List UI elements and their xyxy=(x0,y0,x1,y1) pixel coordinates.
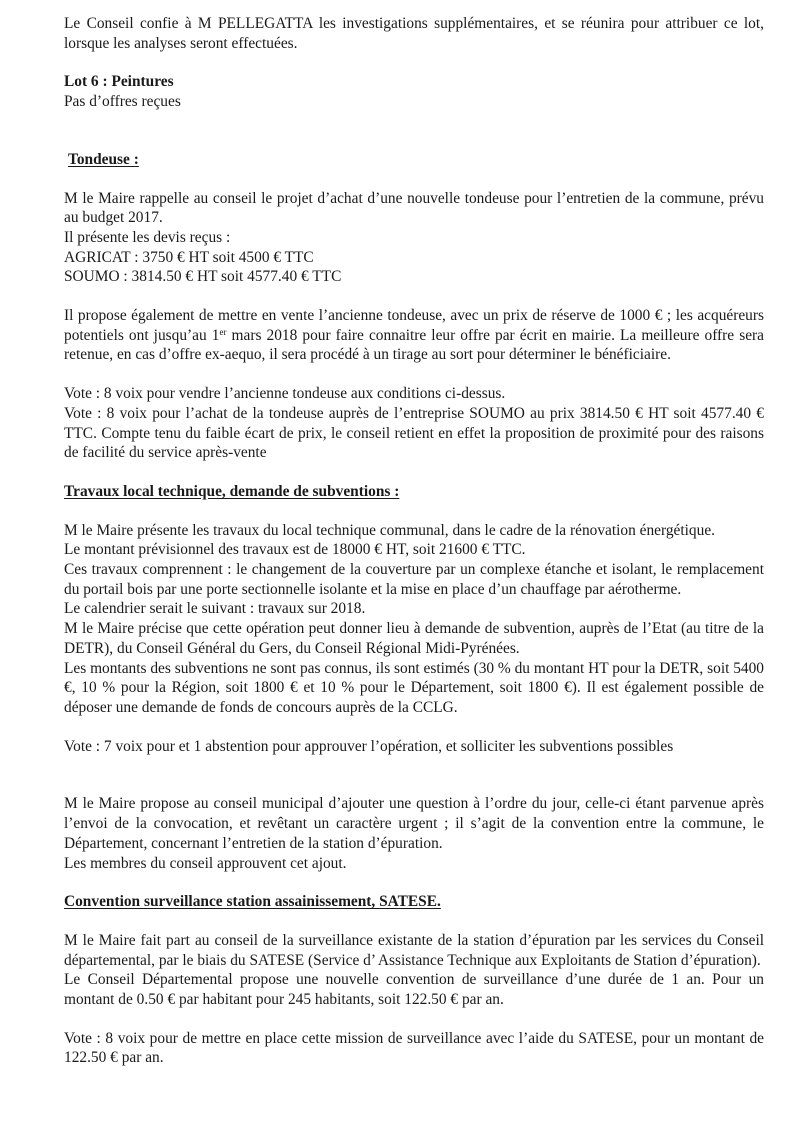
travaux-paragraph-5: M le Maire précise que cette opération peut donner lieu à demande de subvention, auprès de l’Etat (au titre de la DETR), du Conseil Général du Gers, du Conseil Régional Midi-Pyrénées. xyxy=(64,620,764,657)
spacer xyxy=(64,170,764,189)
tondeuse-quote-soumo: SOUMO : 3814.50 € HT soit 4577.40 € TTC xyxy=(64,268,342,286)
lot6-title: Lot 6 : Peintures xyxy=(64,73,174,91)
tondeuse-quote-agricat: AGRICAT : 3750 € HT soit 4500 € TTC xyxy=(64,248,314,266)
spacer xyxy=(64,53,764,72)
tondeuse-paragraph-3 xyxy=(64,306,764,365)
ajout-paragraph-2: Les membres du conseil approuvent cet ajout. xyxy=(64,854,347,872)
spacer xyxy=(64,756,764,794)
spacer xyxy=(64,912,764,931)
spacer xyxy=(64,287,764,306)
spacer xyxy=(64,502,764,521)
tondeuse-heading: Tondeuse : xyxy=(68,150,139,168)
convention-heading: Convention surveillance station assainissement, SATESE. xyxy=(64,893,441,911)
tondeuse-p3-after: mars 2018 pour faire connaitre leur offre par écrit en mairie. La meilleure offre sera retenue, en cas d’offre ex-aequo, il sera procédé à un tirage au sort pour déterminer le bénéficiaire. xyxy=(64,326,764,364)
travaux-heading: Travaux local technique, demande de subventions : xyxy=(64,482,400,500)
travaux-vote: Vote : 7 voix pour et 1 abstention pour approuver l’opération, et solliciter les subventions possibles xyxy=(64,737,674,755)
ajout-paragraph-1: M le Maire propose au conseil municipal d’ajouter une question à l’ordre du jour, celle-ci étant parvenue après l’envoi de la convocation, et revêtant un caractère urgent ; il s’agit de la convention entre la commune, le Département, concernant l’entretien de la station d’épuration. xyxy=(64,795,764,852)
convention-paragraph-2: Le Conseil Départemental propose une nouvelle convention de surveillance d’une durée de 1 an. Pour un montant de 0.50 € par habitant pour 245 habitants, soit 122.50 € par an. xyxy=(64,971,764,1009)
spacer xyxy=(64,718,764,737)
lot6-text: Pas d’offres reçues xyxy=(64,93,181,111)
tondeuse-vote-1: Vote : 8 voix pour vendre l’ancienne tondeuse aux conditions ci-dessus. xyxy=(64,385,506,403)
spacer xyxy=(64,873,764,892)
spacer xyxy=(64,112,764,150)
travaux-paragraph-2: Le montant prévisionnel des travaux est de 18000 € HT, soit 21600 € TTC. xyxy=(64,541,526,559)
intro-paragraph: Le Conseil confie à M PELLEGATTA les investigations supplémentaires, et se réunira pour attribuer ce lot, lorsque les analyses seront effectuées. xyxy=(64,15,764,52)
travaux-paragraph-1: M le Maire présente les travaux du local technique communal, dans le cadre de la rénovation énergétique. xyxy=(64,521,715,539)
document-page xyxy=(64,14,764,1068)
tondeuse-paragraph-2: Il présente les devis reçus : xyxy=(64,228,231,246)
tondeuse-p3-sup: er xyxy=(219,326,227,337)
tondeuse-p3-before: Il propose également de mettre en vente l’ancienne tondeuse, avec un prix de réserve de 1000 € ; les acquéreurs potentiels ont jusqu’au 1 xyxy=(64,307,764,344)
travaux-paragraph-3: Ces travaux comprennent : le changement de la couverture par un complexe étanche et isolant, le remplacement du portail bois par une porte sectionnelle isolante et la mise en place d’un chauffage par aérotherme. xyxy=(64,561,764,598)
travaux-paragraph-6: Les montants des subventions ne sont pas connus, ils sont estimés (30 % du montant HT pour la DETR, soit 5400 €, 10 % pour la Région, soit 1800 € et 10 % pour le Département, soit 1800 €). Il est également possible de déposer une demande de fonds de concours auprès de la CCLG. xyxy=(64,659,764,716)
tondeuse-paragraph-1: M le Maire rappelle au conseil le projet d’achat d’une nouvelle tondeuse pour l’entretien de la commune, prévu au budget 2017. xyxy=(64,189,764,227)
spacer xyxy=(64,463,764,482)
spacer xyxy=(64,365,764,384)
tondeuse-vote-2: Vote : 8 voix pour l’achat de la tondeuse auprès de l’entreprise SOUMO au prix 3814.50 € HT soit 4577.40 € TTC. Compte tenu du faible écart de prix, le conseil retient en effet la proposition de proximité pour des raisons de facilité du service après-vente xyxy=(64,404,764,462)
convention-paragraph-1: M le Maire fait part au conseil de la surveillance existante de la station d’épuration par les services du Conseil départemental, par le biais du SATESE (Service d’ Assistance Technique aux Exploitants de Station d’épuration). xyxy=(64,931,764,969)
travaux-paragraph-4: Le calendrier serait le suivant : travaux sur 2018. xyxy=(64,600,366,618)
spacer xyxy=(64,1010,764,1029)
convention-vote: Vote : 8 voix pour de mettre en place cette mission de surveillance avec l’aide du SATESE, pour un montant de 122.50 € par an. xyxy=(64,1029,764,1067)
